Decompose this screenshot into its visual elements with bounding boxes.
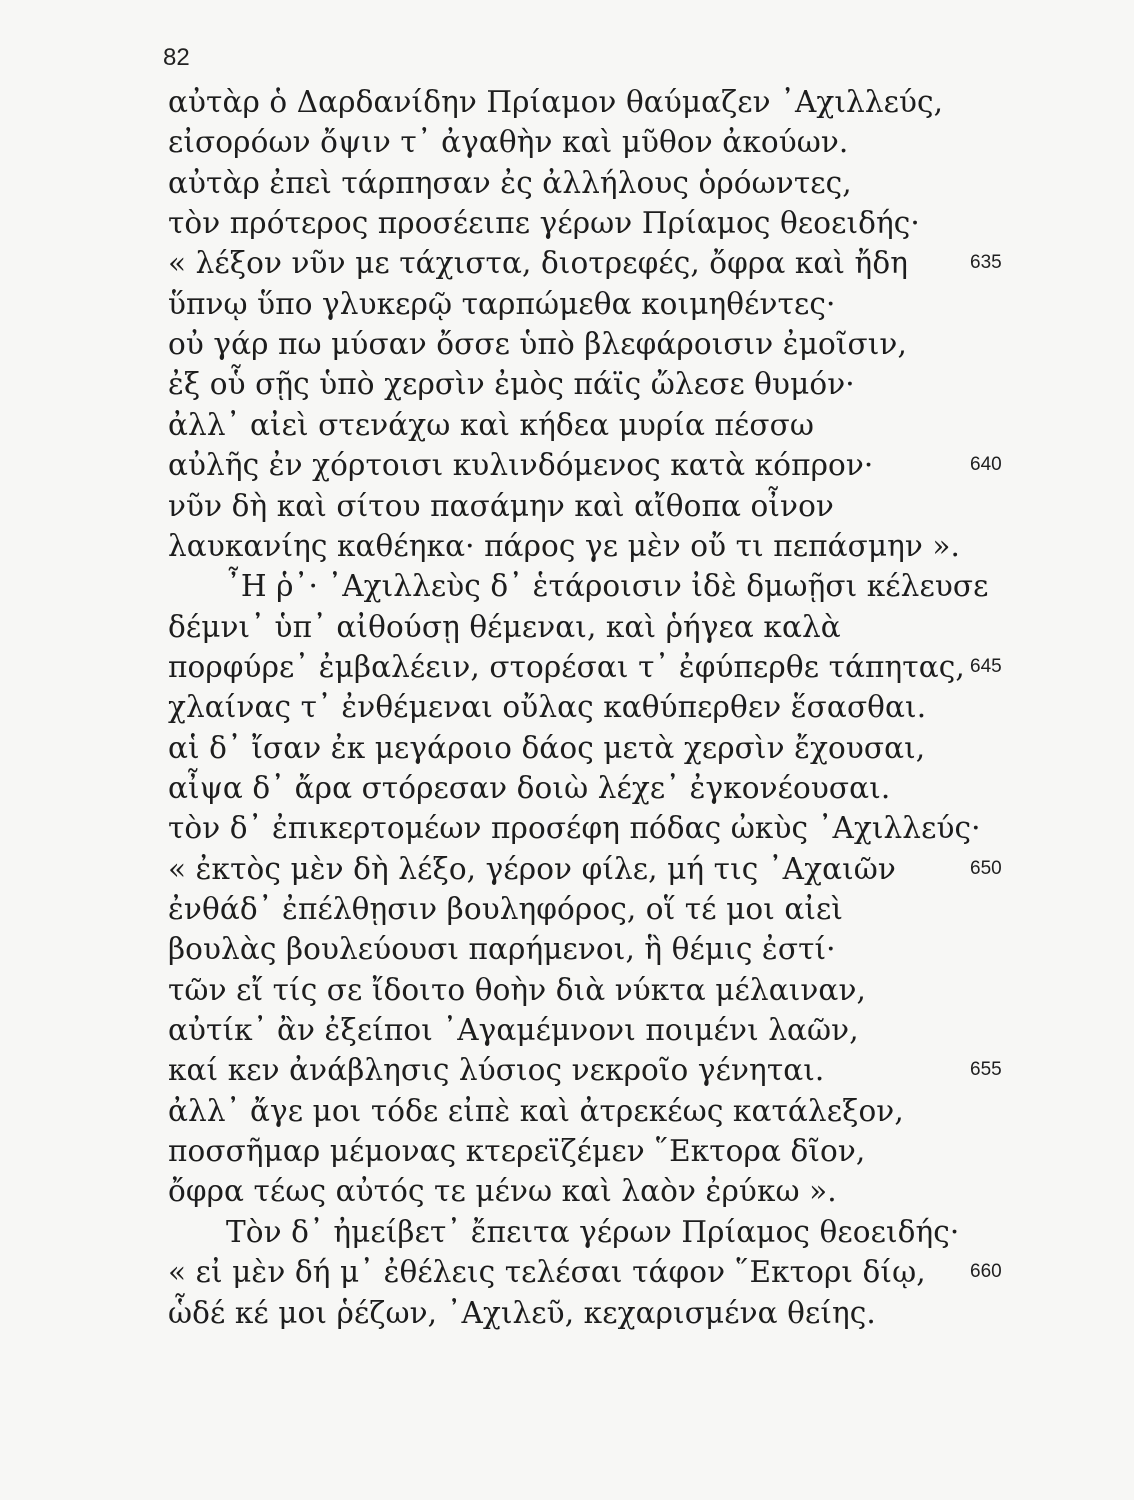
verse-line: ποσσῆμαρ μέμονας κτερεϊζέμεν ῞Εκτορα δῖον, xyxy=(168,1134,866,1168)
verse-line: οὐ γάρ πω μύσαν ὄσσε ὑπὸ βλεφάροισιν ἐμοῖσιν, xyxy=(168,327,907,361)
verse-line: αὐλῆς ἐν χόρτοισι κυλινδόμενος κατὰ κόπρον· xyxy=(168,448,874,482)
verse-line: ἀλλ᾿ ἄγε μοι τόδε εἰπὲ καὶ ἀτρεκέως κατάλεξον, xyxy=(168,1094,904,1128)
verse-line: Τὸν δ᾿ ἠμείβετ᾿ ἔπειτα γέρων Πρίαμος θεοειδής· xyxy=(226,1215,960,1249)
verse-line: εἰσορόων ὄψιν τ᾿ ἀγαθὴν καὶ μῦθον ἀκούων. xyxy=(168,125,849,159)
line-number: 655 xyxy=(970,1059,1002,1080)
verse-line: αἱ δ᾿ ἴσαν ἐκ μεγάροιο δάος μετὰ χερσὶν ἔχουσαι, xyxy=(168,731,926,765)
verse-line: τῶν εἴ τίς σε ἴδοιτο θοὴν διὰ νύκτα μέλαιναν, xyxy=(168,973,866,1007)
verse-line: αἶψα δ᾿ ἄρα στόρεσαν δοιὼ λέχε᾿ ἐγκονέουσαι. xyxy=(168,771,891,805)
verse-line: πορφύρε᾿ ἐμβαλέειν, στορέσαι τ᾿ ἐφύπερθε τάπητας, xyxy=(168,650,965,684)
page-number: 82 xyxy=(163,44,190,71)
verse-line: « εἰ μὲν δή μ᾿ ἐθέλεις τελέσαι τάφον ῞Εκτορι δίῳ, xyxy=(168,1255,926,1289)
line-number: 640 xyxy=(970,454,1002,475)
verse-line: νῦν δὴ καὶ σίτου πασάμην καὶ αἴθοπα οἶνον xyxy=(168,489,834,523)
verse-line: ἐξ οὗ σῇς ὑπὸ χερσὶν ἐμὸς πάϊς ὤλεσε θυμόν· xyxy=(168,367,855,401)
verse-line: ὕπνῳ ὕπο γλυκερῷ ταρπώμεθα κοιμηθέντες· xyxy=(168,287,836,321)
verse-line: δέμνι᾿ ὑπ᾿ αἰθούσῃ θέμεναι, καὶ ῥήγεα καλὰ xyxy=(168,610,841,644)
line-number: 635 xyxy=(970,252,1002,273)
line-number: 660 xyxy=(970,1261,1002,1282)
verse-line: τὸν δ᾿ ἐπικερτομέων προσέφη πόδας ὠκὺς ᾿Αχιλλεύς· xyxy=(168,811,981,845)
line-number: 645 xyxy=(970,656,1002,677)
line-number: 650 xyxy=(970,858,1002,879)
verse-line: « ἐκτὸς μὲν δὴ λέξο, γέρον φίλε, μή τις ᾿Αχαιῶν xyxy=(168,852,896,886)
verse-line: λαυκανίης καθέηκα· πάρος γε μὲν οὔ τι πεπάσμην ». xyxy=(168,529,961,563)
verse-line: αὐτὰρ ὁ Δαρδανίδην Πρίαμον θαύμαζεν ᾿Αχιλλεύς, xyxy=(168,85,944,119)
verse-line: ῏Η ῥ᾿· ᾿Αχιλλεὺς δ᾿ ἑτάροισιν ἰδὲ δμωῇσι κέλευσε xyxy=(226,569,989,603)
verse-line: αὐτίκ᾿ ἂν ἐξείποι ᾿Αγαμέμνονι ποιμένι λαῶν, xyxy=(168,1013,859,1047)
verse-line: ὄφρα τέως αὐτός τε μένω καὶ λαὸν ἐρύκω ». xyxy=(168,1174,837,1208)
verse-line: ἀλλ᾿ αἰεὶ στενάχω καὶ κήδεα μυρία πέσσω xyxy=(168,408,815,442)
verse-line: « λέξον νῦν με τάχιστα, διοτρεφές, ὄφρα καὶ ἤδη xyxy=(168,246,908,280)
verse-line: τὸν πρότερος προσέειπε γέρων Πρίαμος θεοειδής· xyxy=(168,206,920,240)
verse-line: καί κεν ἀνάβλησις λύσιος νεκροῖο γένηται. xyxy=(168,1053,825,1087)
verse-line: ὧδέ κέ μοι ῥέζων, ᾿Αχιλεῦ, κεχαρισμένα θείης. xyxy=(168,1296,876,1330)
verse-line: βουλὰς βουλεύουσι παρήμενοι, ἣ θέμις ἐστί· xyxy=(168,932,836,966)
verse-line: αὐτὰρ ἐπεὶ τάρπησαν ἐς ἀλλήλους ὁρόωντες, xyxy=(168,166,852,200)
verse-line: χλαίνας τ᾿ ἐνθέμεναι οὔλας καθύπερθεν ἕσασθαι. xyxy=(168,690,927,724)
verse-line: ἐνθάδ᾿ ἐπέλθῃσιν βουληφόρος, οἵ τέ μοι αἰεὶ xyxy=(168,892,844,926)
